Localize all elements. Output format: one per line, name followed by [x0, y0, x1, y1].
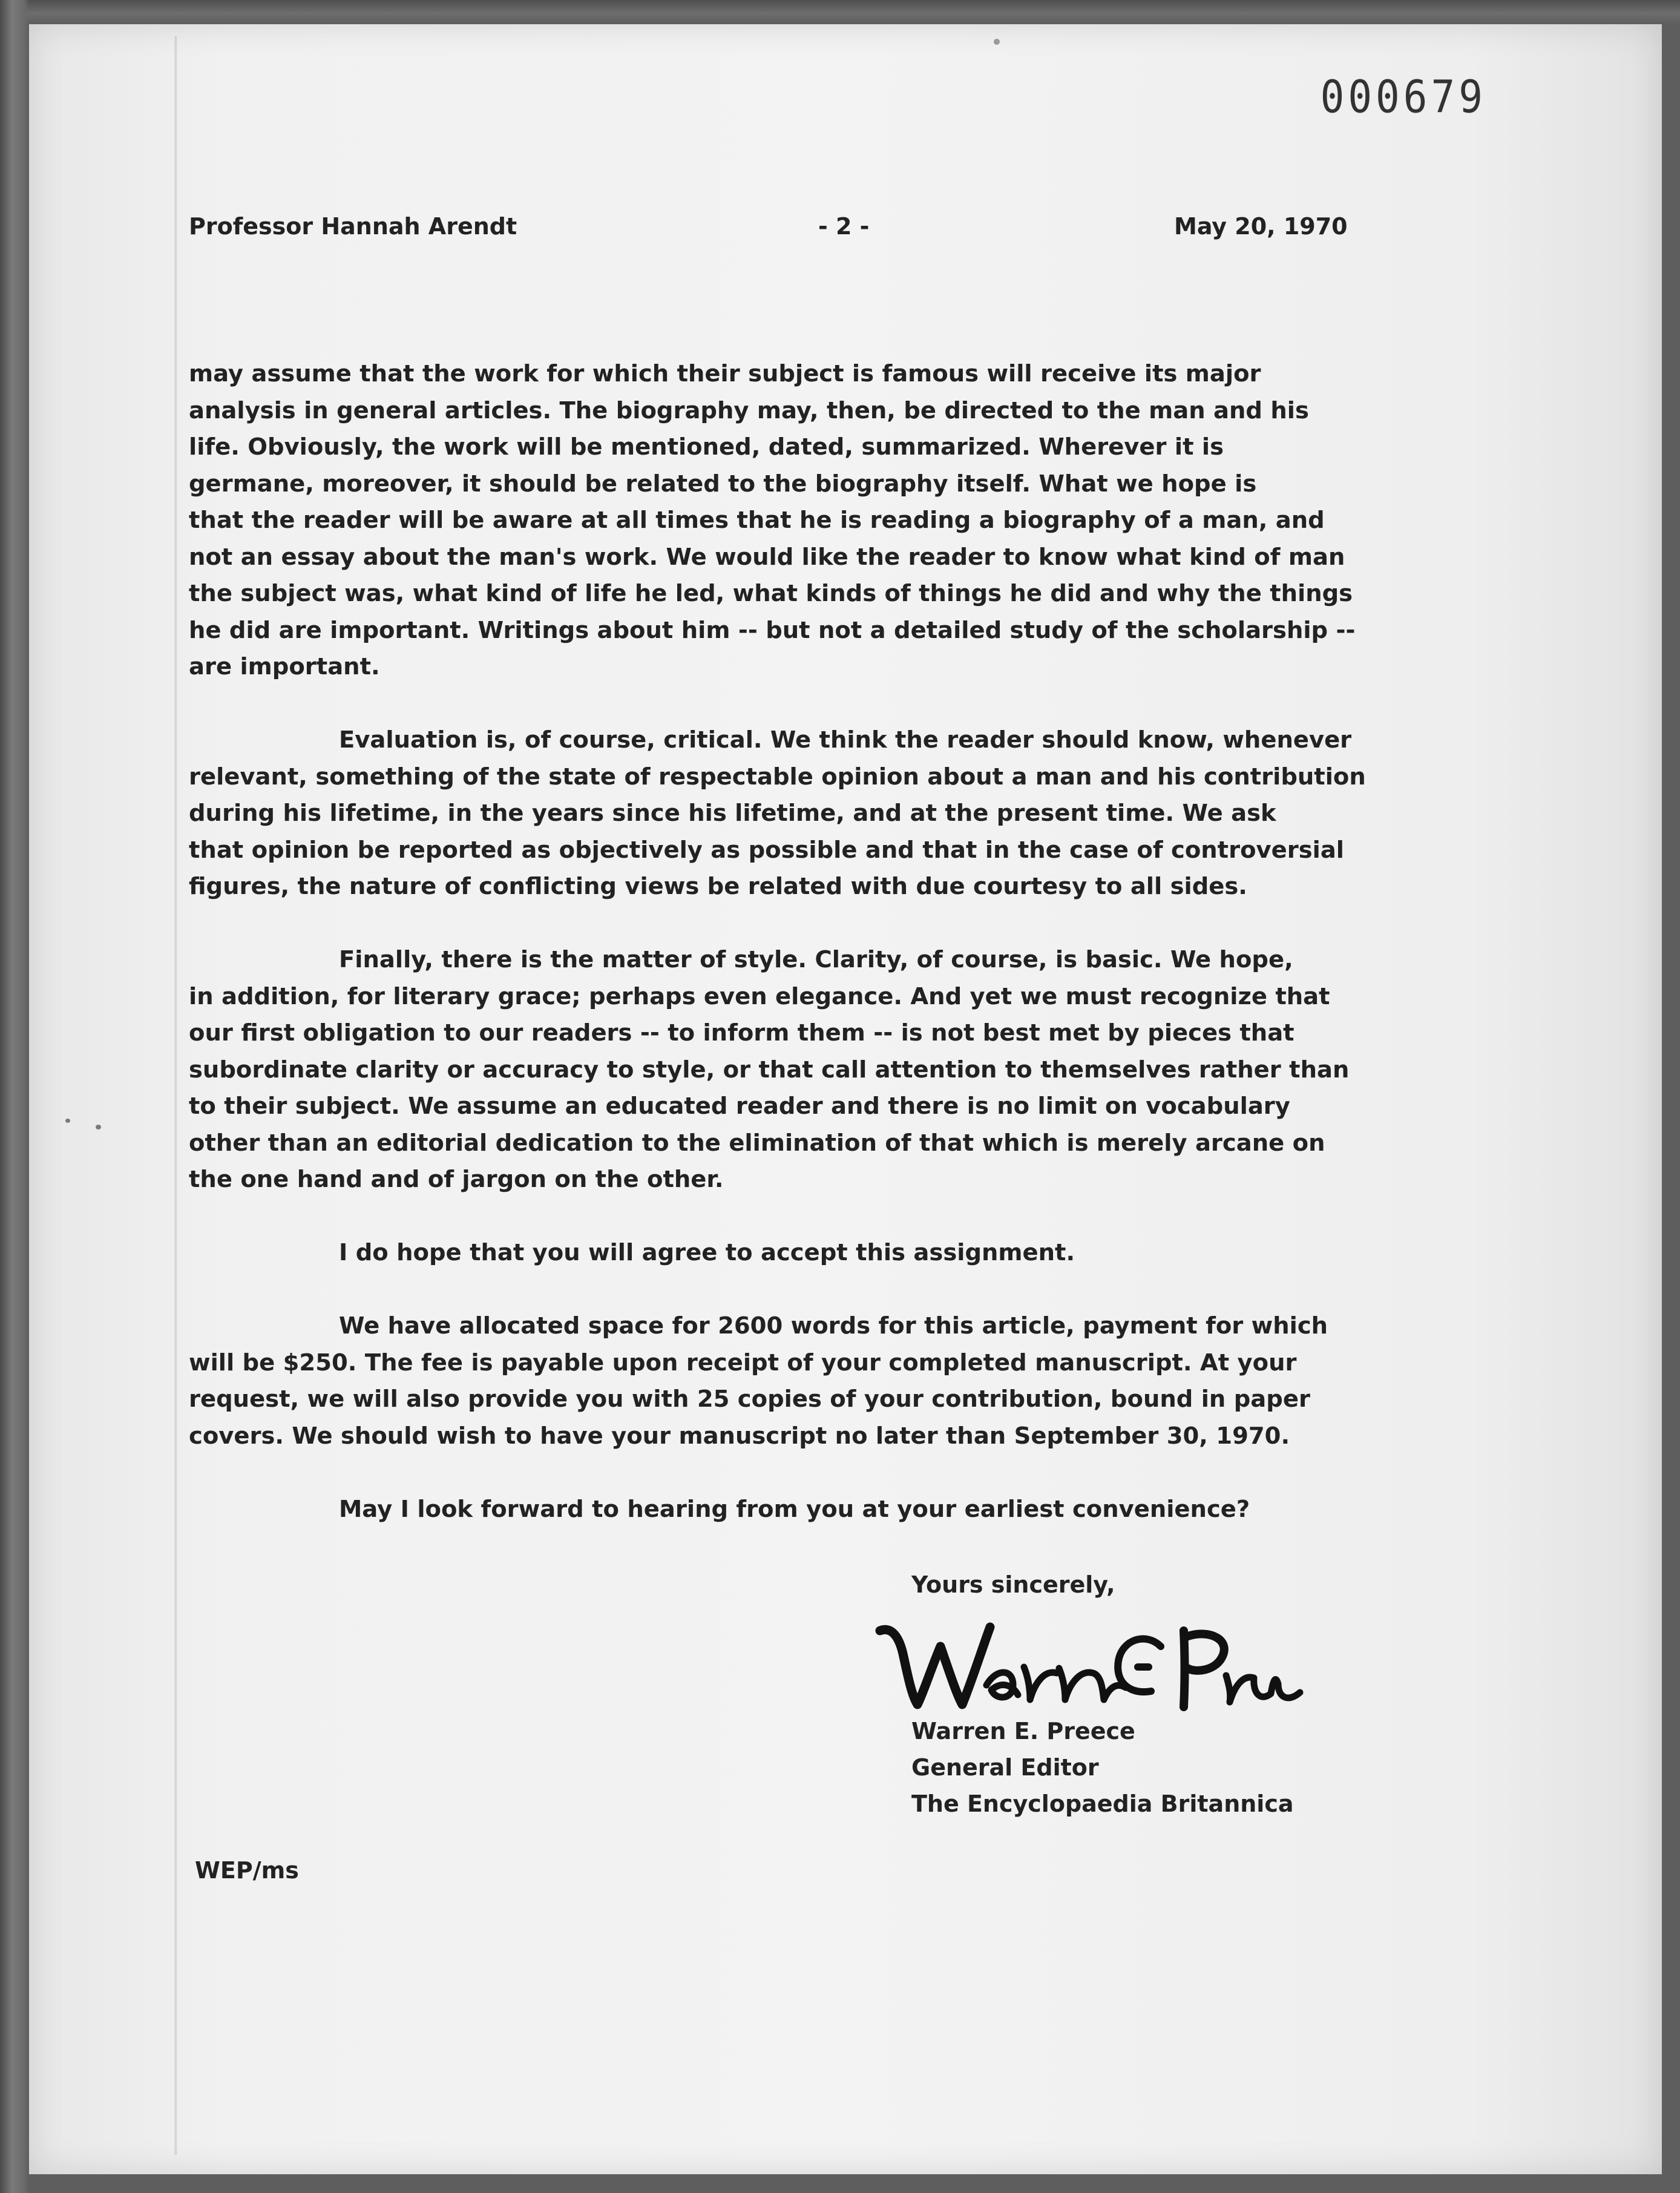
text-line: that the reader will be aware at all times that he is reading a biography of a man, and [189, 507, 1325, 534]
closing-salutation: Yours sincerely, [911, 1571, 1115, 1598]
text-line: request, we will also provide you with 25 copies of your contribution, bound in paper [189, 1386, 1310, 1413]
body-paragraph-5 [189, 1308, 1484, 1455]
text-line: germane, moreover, it should be related to the biography itself. What we hope is [189, 470, 1257, 498]
recipient-name: Professor Hannah Arendt [189, 213, 517, 240]
reference-initials: WEP/ms [195, 1857, 299, 1884]
text-line: subordinate clarity or accuracy to style, or that call attention to themselves rather than [189, 1056, 1350, 1083]
paper-speck [96, 1125, 101, 1129]
signer-organization: The Encyclopaedia Britannica [911, 1790, 1294, 1817]
text-line: our first obligation to our readers -- to inform them -- is not best met by pieces that [189, 1019, 1294, 1047]
text-line: will be $250. The fee is payable upon receipt of your completed manuscript. At your [189, 1349, 1297, 1376]
archive-number: 000679 [1320, 71, 1486, 123]
text-line: during his lifetime, in the years since his lifetime, and at the present time. We ask [189, 800, 1276, 827]
paragraph-gap [189, 1272, 1484, 1309]
text-line: life. Obviously, the work will be mentioned, dated, summarized. Wherever it is [189, 433, 1224, 461]
text-line: We have allocated space for 2600 words for this article, payment for which [339, 1312, 1328, 1340]
signer-name: Warren E. Preece [911, 1718, 1135, 1744]
letter-date: May 20, 1970 [1174, 213, 1348, 240]
text-line: he did are important. Writings about him -- but not a detailed study of the scholarship -- [189, 616, 1356, 644]
text-line: figures, the nature of conflicting views be related with due courtesy to all sides. [189, 873, 1247, 900]
text-line: Finally, there is the matter of style. Clarity, of course, is basic. We hope, [339, 946, 1293, 973]
paragraph-gap [189, 1455, 1484, 1491]
text-line: the one hand and of jargon on the other. [189, 1166, 724, 1193]
text-line: not an essay about the man's work. We would like the reader to know what kind of man [189, 543, 1345, 571]
paper-speck [65, 1119, 70, 1123]
text-line: may assume that the work for which their subject is famous will receive its major [189, 360, 1261, 387]
paper-crease [174, 36, 177, 2155]
page-number: - 2 - [818, 213, 870, 240]
text-line: I do hope that you will agree to accept this assignment. [339, 1239, 1075, 1266]
text-line: in addition, for literary grace; perhaps even elegance. And yet we must recognize that [189, 982, 1330, 1010]
body-paragraph-4 [189, 1235, 1484, 1272]
text-line: are important. [189, 653, 380, 680]
paper-speck [994, 39, 1000, 45]
text-line: that opinion be reported as objectively as possible and that in the case of controversial [189, 836, 1345, 864]
text-line: other than an editorial dedication to the elimination of that which is merely arcane on [189, 1129, 1325, 1157]
signer-title: General Editor [911, 1754, 1099, 1781]
text-line: Evaluation is, of course, critical. We think the reader should know, whenever [339, 726, 1352, 754]
paragraph-gap [189, 1198, 1484, 1235]
paragraph-gap [189, 686, 1484, 723]
text-line: covers. We should wish to have your manuscript no later than September 30, 1970. [189, 1422, 1290, 1450]
body-paragraph-3 [189, 942, 1484, 1198]
body-paragraph-1 [189, 356, 1484, 686]
handwritten-signature [871, 1604, 1307, 1725]
paragraph-gap [189, 906, 1484, 942]
body-paragraph-6 [189, 1491, 1484, 1528]
text-line: relevant, something of the state of respectable opinion about a man and his contribution [189, 763, 1366, 791]
body-paragraph-2 [189, 722, 1484, 906]
letter-body [189, 356, 1484, 1528]
text-line: to their subject. We assume an educated reader and there is no limit on vocabulary [189, 1093, 1290, 1120]
text-line: the subject was, what kind of life he led, what kinds of things he did and why the things [189, 580, 1353, 607]
text-line: May I look forward to hearing from you at your earliest convenience? [339, 1495, 1250, 1523]
text-line: analysis in general articles. The biography may, then, be directed to the man and his [189, 396, 1309, 424]
